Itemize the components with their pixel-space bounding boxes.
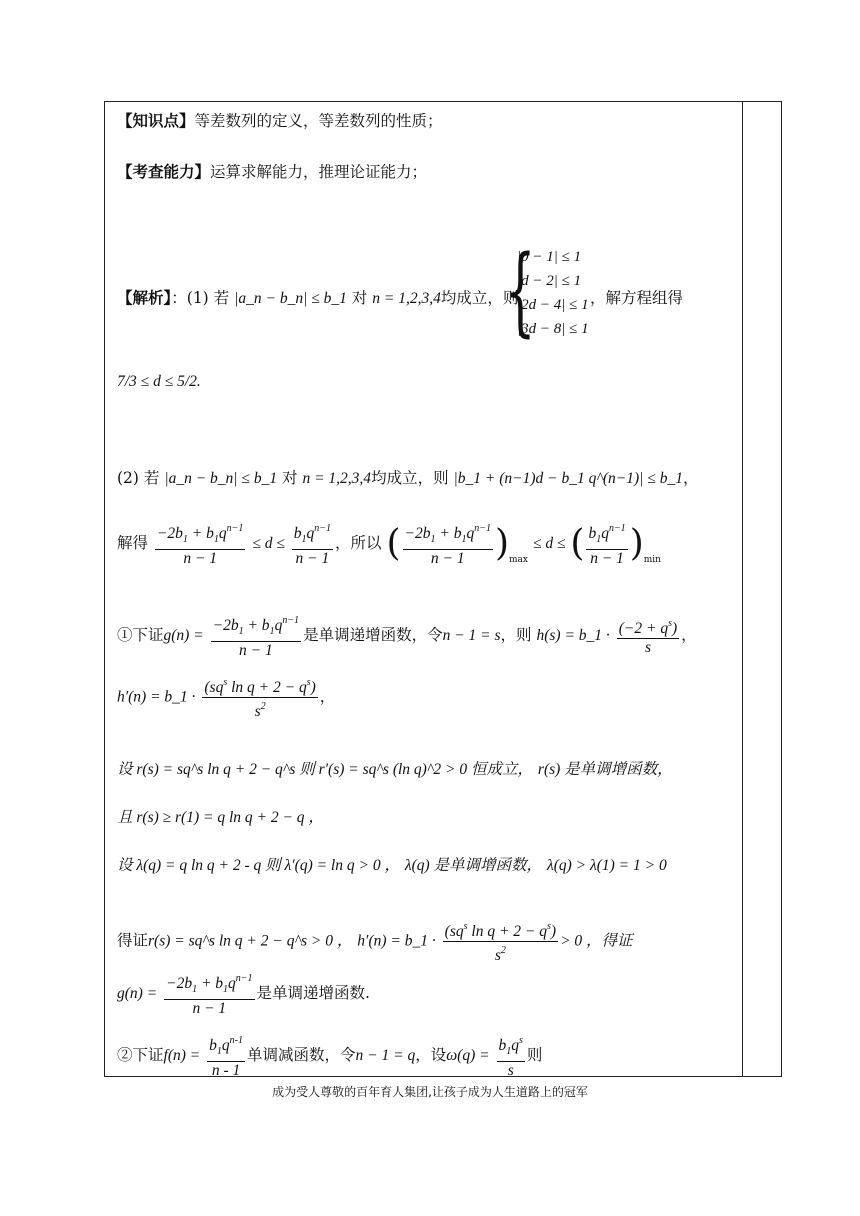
analysis-part1-suffix: 均成立，则 [440,289,519,307]
step1-then: ，则 [500,626,532,644]
proof-gt: > 0 ，得证 [560,932,633,950]
system-row: |2d − 4| ≤ 1 [517,297,589,313]
proof-line [117,918,633,962]
solve-line: 解得 $\frac{-2b_1 + b_1q^{n-1}}{n - 1}$ ≤ d ≤ $\frac{b_1q^{n-1}}{n - 1}$ ，所以 ( $\frac{-2b_1 + b_1q^{n-1}}{n - 1}$ )$_{max} \le d$ ≤ ( $\frac{b_1q^{n-1}}{n - 1}$ )$_{min}$ [117,520,661,560]
lambda-definition: 设 λ(q) = q ln q + 2 - q 则 λ′(q) = ln q > 0 ， [117,857,400,874]
range-result: 7/3 ≤ d ≤ 5/2. [117,373,201,390]
system-tail: ，解方程组得 [590,289,684,307]
ability-line [117,161,427,183]
step1-mid: 是单调递增函数，令 [303,626,443,644]
part2-inequality: |b_1 + (n−1)d − b_1 q^(n−1)| ≤ b_1 [453,470,683,487]
system-row: |3d − 8| ≤ 1 [517,321,589,337]
column-divider [742,102,743,1076]
analysis-part1-condition: |a_n − b_n| ≤ b_1 [234,290,347,307]
r-definition: 设 r(s) = sq^s ln q + 2 − q^s 则 r′(s) = sq^s (ln q)^2 > 0 恒成立， [117,761,533,778]
step2-omega: ω(q) = [446,1047,490,1064]
fraction: $\frac{b_1q^s}{s}$ [497,1032,525,1080]
page-footer: 成为受人尊敬的百年育人集团,让孩子成为人生道路上的冠军 [272,1085,588,1099]
g-conclusion-line: g(n) = $\frac{-2b_1 + b_1q^{n-1}}{n - 1}$ 是单调递增函数. [117,970,370,1010]
step2-substitution: n − 1 = q [355,1047,416,1064]
step2-set: ，设 [415,1046,447,1064]
proof-prefix: 得证 [117,931,149,950]
step1-substitution: n − 1 = s [442,627,501,644]
step1-h: h(s) = b_1 · [536,627,610,644]
r-definition-line [117,758,673,781]
analysis-part1-n: n = 1,2,3,4 [372,290,441,307]
hprime-line: h′(n) = b_1 · $\frac{(sq^s \ln q + 2 - q^s)}{s^2}$ ， [117,674,335,718]
step2-then: 则 [526,1046,543,1064]
analysis-part1-mid: 对 [351,289,368,307]
step1-prefix: ①下证 [117,626,164,644]
part2-n: n = 1,2,3,4 [302,470,372,487]
part2-suffix: 均成立，则 [371,469,449,487]
fraction: $\frac{b_1q^{n-1}}{n - 1}$ [586,520,627,568]
fraction: $\frac{b_1q^{n-1}}{n - 1}$ [207,1032,245,1080]
step2-f: f(n) = [163,1047,201,1064]
analysis-part1-line [117,287,518,310]
step2-mid: 单调减函数，令 [247,1046,356,1064]
fraction: $\frac{-2b_1 + b_1q^{n-1}}{n - 1}$ [155,520,245,568]
r-bound: 且 r(s) ≥ r(1) = q ln q + 2 − q ， [117,809,324,826]
analysis-part1-prefix: ：(1) 若 [171,289,230,307]
part2-condition: |a_n − b_n| ≤ b_1 [164,470,278,487]
fraction: $\frac{(sq^s \ln q + 2 - q^s)}{s^2}$ [202,674,317,721]
solve-prefix: 解得 [117,534,149,552]
min-label: min [643,555,661,565]
g-conclusion: 是单调递增函数. [256,984,370,1002]
fraction: $\frac{(sq^s \ln q + 2 - q^s)}{s^2}$ [443,918,558,965]
part2-prefix: (2) 若 [117,469,160,487]
ability-text: 运算求解能力，推理论证能力； [210,163,428,181]
proof-r: r(s) = sq^s ln q + 2 − q^s > 0 ， [148,932,353,950]
fraction: $\frac{-2b_1 + b_1q^{n-1}}{n - 1}$ [164,970,254,1018]
step1-line: ①下证g(n) = $\frac{-2b_1 + b_1q^{n-1}}{n - 1}$ 是单调递增函数，令n − 1 = s，则 h(s) = b_1 · $\frac{(-2 + q^s)}{s}$ ， [117,612,697,652]
hprime-label: h′(n) = b_1 · [117,688,196,706]
step2-line [117,1032,543,1079]
system-row: |d − 2| ≤ 1 [517,273,582,289]
step1-g: g(n) = [163,627,204,644]
fraction: $\frac{-2b_1 + b_1q^{n-1}}{n - 1}$ [403,520,493,568]
part2-line: (2) 若 |a_n − b_n| ≤ b_1 对 n = 1,2,3,4均成立，则 |b_1 + (n−1)d − b_1 q^(n−1)| ≤ b_1， [117,469,699,487]
lambda-line [117,854,667,877]
max-label: max [509,555,528,565]
knowledge-label: 【知识点】 [117,112,195,130]
solve-so: ，所以 [335,534,382,552]
brace-symbol: { [505,235,536,347]
analysis-label: 【解析】 [117,289,172,307]
fraction: $\frac{-2b_1 + b_1q^{n-1}}{n - 1}$ [211,612,301,660]
lambda-bound: λ(q) > λ(1) = 1 > 0 [547,857,667,874]
knowledge-line [117,110,443,132]
ability-label: 【考查能力】 [117,163,211,181]
proof-h: h′(n) = b_1 · [357,932,436,950]
fraction: $\frac{(-2 + q^s)}{s}$ [617,615,679,657]
fraction: $\frac{b_1q^{n-1}}{n - 1}$ [292,520,333,568]
equation-system [505,235,595,347]
system-row: |0 − 1| ≤ 1 [517,249,582,265]
step2-prefix: ②下证 [117,1046,164,1064]
knowledge-text: 等差数列的定义，等差数列的性质； [194,112,443,130]
lambda-increasing: λ(q) 是单调增函数， [404,857,543,874]
part2-mid: 对 [282,469,298,487]
r-increasing: r(s) 是单调增函数， [537,761,673,778]
solution-table [104,101,782,1077]
